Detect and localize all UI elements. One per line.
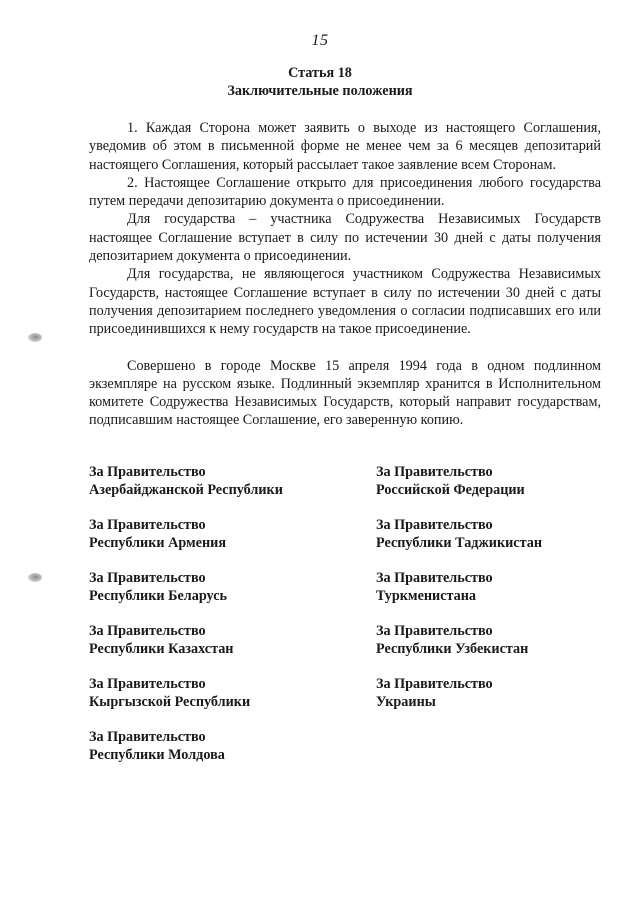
- signature-column-right: [376, 463, 542, 728]
- signature-country: Республики Казахстан: [89, 641, 234, 657]
- punch-hole-mark: [28, 333, 42, 342]
- signature-line: За Правительство: [89, 729, 206, 745]
- signature-country: Кыргызской Республики: [89, 694, 251, 710]
- signature-block-azerbaijan: [89, 463, 283, 499]
- signature-block-kazakhstan: [89, 622, 283, 658]
- signature-block-russia: [376, 463, 542, 499]
- signature-line: За Правительство: [89, 623, 206, 639]
- signature-country: Азербайджанской Республики: [89, 482, 283, 498]
- signature-line: За Правительство: [89, 676, 206, 692]
- signature-line: За Правительство: [376, 676, 493, 692]
- article-body: [89, 119, 601, 430]
- paragraph-cis-entry: Для государства – участника Содружества Независимых Государств настоящее Соглашение вступает в силу по истечении 30 дней с даты получения депозитарием документа о присоединении.: [89, 211, 601, 265]
- signature-line: За Правительство: [89, 464, 206, 480]
- signature-block-moldova: [89, 728, 283, 764]
- paragraph-accession: 2. Настоящее Соглашение открыто для присоединения любого государства путем передачи депозитарию документа о присоединении.: [89, 174, 601, 210]
- page-number: 15: [311, 32, 329, 49]
- signature-block-kyrgyzstan: [89, 675, 283, 711]
- signature-line: За Правительство: [89, 517, 206, 533]
- signature-country: Туркменистана: [376, 588, 477, 604]
- signature-country: Республики Таджикистан: [376, 535, 542, 551]
- signature-country: Российской Федерации: [376, 482, 525, 498]
- article-heading: [0, 64, 640, 100]
- signature-line: За Правительство: [376, 464, 493, 480]
- signature-block-tajikistan: [376, 516, 542, 552]
- signature-column-left: [89, 463, 283, 781]
- paragraph-non-cis-entry: Для государства, не являющегося участником Содружества Независимых Государств, настоящее Соглашение вступает в силу по истечении 30 дней с даты получения депозитарием последнего уведомления о согласии подписавших его или присоединившихся к нему государств на такое присоединение.: [89, 266, 601, 338]
- signature-line: За Правительство: [376, 517, 493, 533]
- signature-block-turkmenistan: [376, 569, 542, 605]
- signature-block-armenia: [89, 516, 283, 552]
- article-title: Статья 18: [288, 65, 352, 81]
- signature-line: За Правительство: [376, 570, 493, 586]
- article-subtitle: Заключительные положения: [227, 83, 413, 99]
- signature-line: За Правительство: [376, 623, 493, 639]
- signature-country: Республики Армения: [89, 535, 227, 551]
- signature-block-belarus: [89, 569, 283, 605]
- signature-country: Украины: [376, 694, 436, 710]
- signature-country: Республики Беларусь: [89, 588, 227, 604]
- signature-block-ukraine: [376, 675, 542, 711]
- signature-line: За Правительство: [89, 570, 206, 586]
- signature-country: Республики Молдова: [89, 747, 225, 763]
- punch-hole-mark: [28, 573, 42, 582]
- paragraph-withdrawal: 1. Каждая Сторона может заявить о выходе из настоящего Соглашения, уведомив об этом в письменной форме не менее чем за 6 месяцев депозитарий настоящего Соглашения, который рассылает такое заявление всем Сторонам.: [89, 120, 601, 173]
- paragraph-done-at: Совершено в городе Москве 15 апреля 1994 года в одном подлинном экземпляре на русском языке. Подлинный экземпляр хранится в Исполнительном комитете Содружества Независимых Государств, который направит государствам, подписавшим настоящее Соглашение, его заверенную копию.: [89, 357, 601, 429]
- signature-country: Республики Узбекистан: [376, 641, 529, 657]
- signature-block-uzbekistan: [376, 622, 542, 658]
